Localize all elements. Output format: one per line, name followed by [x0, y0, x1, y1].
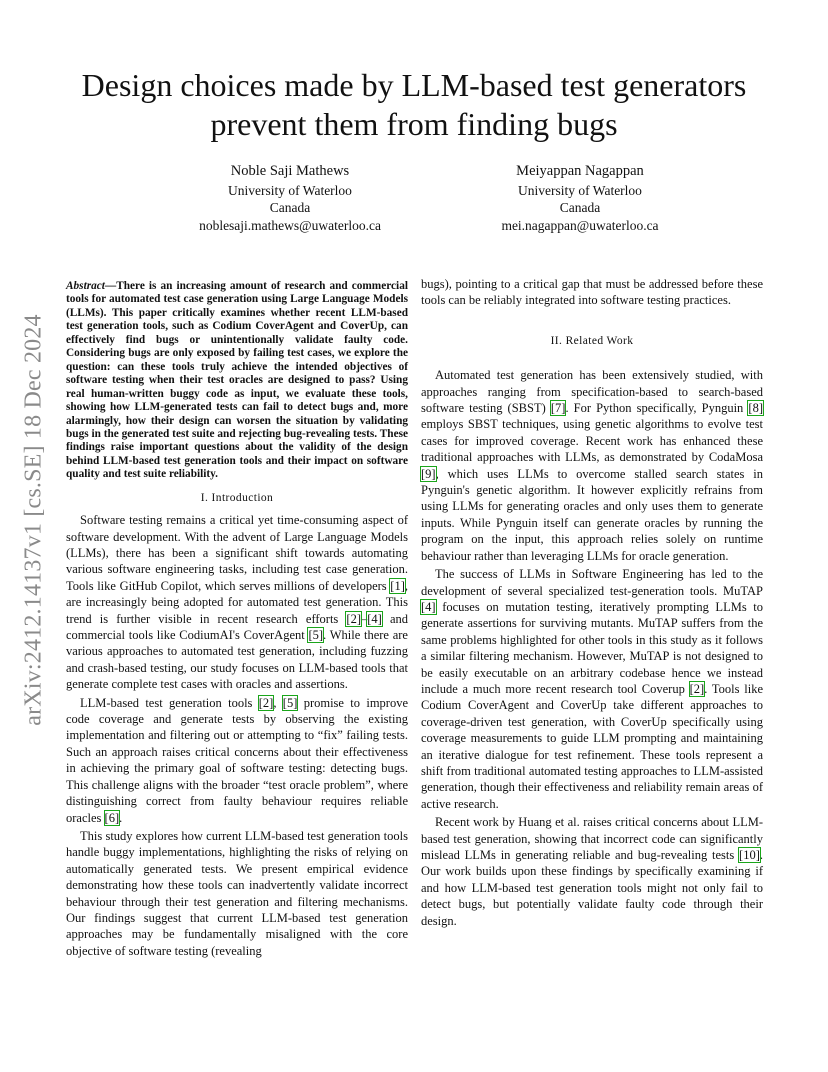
- citation-link[interactable]: [ 6 ]: [105, 811, 120, 825]
- intro-paragraph-2: LLM-based test generation tools [ 2 ] , [ 5 ] promise to improve code coverage and generate tests by observing the existing implementation and filtering out or attempting to “fix” failing tests. Such an approach raises critical concerns about their effectiveness in achieving the primary goal of software testing: detecting bugs. This challenge aligns with the broader “test oracle problem”, where distinguishing correct from faulty behaviour requires reliable oracles [ 6 ] .: [66, 695, 408, 826]
- citation-link[interactable]: [ 5 ]: [308, 628, 323, 642]
- related-paragraph-1: Automated test generation has been extensively studied, with approaches ranging from specification-based to search-based software testing (SBST) [ 7 ] . For Python specifically, Pynguin [ 8 ] employs SBST techniques, using genetic algorithms to evolve test cases for improved coverage. Recent work has enhanced these traditional approaches with LLMs, as demonstrated by CodaMosa [ 9 ] , which uses LLMs to overcome stalled search states in Pynguin's genetic algorithm. It however explicitly refrains from using LLMs for generating oracles and only uses them to generate inputs. While Pynguin itself can generate oracles by running the program on the input, this approach relies solely on runtime behaviour rather than leveraging LLMs for oracle generation.: [421, 367, 763, 564]
- author-country: Canada: [559, 200, 601, 215]
- intro-paragraph-3-continued: bugs), pointing to a critical gap that must be addressed before these tools can be reliably integrated into software testing practices.: [421, 277, 763, 308]
- citation-link[interactable]: [ 4 ]: [421, 600, 436, 614]
- abstract: [66, 280, 408, 482]
- right-column: [421, 276, 763, 929]
- arxiv-identifier-text: arXiv:2412.14137v1 [cs.SE] 18 Dec 2024: [20, 314, 47, 726]
- citation-link[interactable]: [ 8 ]: [748, 401, 763, 415]
- author-affiliation: University of Waterloo: [228, 182, 352, 198]
- citation-link[interactable]: [ 10 ]: [739, 848, 760, 862]
- citation-link[interactable]: [ 2 ]: [346, 612, 361, 626]
- title-line-1: Design choices made by LLM-based test generators: [81, 67, 747, 103]
- citation-link[interactable]: [ 9 ]: [421, 467, 436, 481]
- citation-link[interactable]: [ 5 ]: [283, 696, 298, 710]
- title-line-2: prevent them from finding bugs: [210, 106, 618, 142]
- abstract-label: Abstract: [66, 280, 105, 292]
- author-block-2: [450, 163, 710, 234]
- intro-paragraph-1: Software testing remains a critical yet time-consuming aspect of software development. With the advent of Large Language Models (LLMs), there has been a significant shift towards automating various software engineering tasks, including test case generation. Tools like GitHub Copilot, which serves millions of developers [ 1 ] , are increasingly being adopted for automated test generation. This trend is further visible in recent research efforts [ 2 ] –[ 4 ] and commercial tools like CodiumAI's CoverAgent [ 5 ] . While there are various approaches to automated test generation, including fuzzing and crash-based testing, our study focuses on LLM-based tools that generate complete test cases with oracles and assertions.: [66, 512, 408, 692]
- section-heading-related-work: II. Related Work: [550, 334, 634, 347]
- author-affiliation: University of Waterloo: [518, 182, 642, 198]
- abstract-text: —There is an increasing amount of research and commercial tools for automated test case generation using Large Language Models (LLMs). This paper critically examines whether recent LLM-based test generation tools, such as Codium CoverAgent and CoverUp, can effectively find bugs or unintentionally validate faulty code. Considering bugs are only exposed by failing test cases, we explore the question: can these tools truly achieve the intended objectives of software testing when their test oracles are designed to pass? Using real human-written buggy code as input, we evaluate these tools, showing how LLM-generated tests can fail to detect bugs and, more alarmingly, how their design can worsen the situation by validating bugs in the generated test suite and rejecting bug-revealing tests. These findings raise important questions about the validity of the design behind LLM-based test generation tools and their impact on software quality and test suite reliability.: [66, 280, 408, 481]
- citation-link[interactable]: [ 4 ]: [367, 612, 382, 626]
- citation-link[interactable]: [ 2 ]: [690, 682, 705, 696]
- arxiv-identifier: [14, 290, 54, 750]
- author-country: Canada: [269, 200, 311, 215]
- related-paragraph-2: The success of LLMs in Software Engineering has led to the development of several specialized test-generation tools. MuTAP [ 4 ] focuses on mutation testing, iteratively prompting LLMs to generate assertions for surviving mutants. MuTAP suffers from the same problems highlighted for other tools in this study as it follows a similar filtering mechanism. However, MuTAP is not designed to be easily executable on an arbitrary codebase hence we instead include a much more recent research tool Coverup [ 2 ] . Tools like Codium CoverAgent and CoverUp take different approaches to coverage-driven test generation, with CoverUp specifically using coverage measurements to guide LLM prompting and maintaining an iterative dialogue for test refinement. These tools represent a shift from traditional automated testing approaches to LLM-assisted generation, though their effectiveness and reliability remain areas of active research.: [421, 566, 763, 812]
- author-email: noblesaji.mathews@uwaterloo.ca: [199, 217, 381, 233]
- related-paragraph-3: Recent work by Huang et al. raises critical concerns about LLM-based test generation, showing that incorrect code can significantly mislead LLMs in generating reliable and bug-revealing tests [ 10 ] . Our work builds upon these findings by specifically examining if and how LLM-based test generation tools might not only fail to detect bugs, but potentially validate faulty code through their design.: [421, 814, 763, 929]
- citation-link[interactable]: [ 7 ]: [551, 401, 566, 415]
- paper-title: [0, 66, 828, 144]
- left-column: [66, 280, 408, 959]
- citation-link[interactable]: [ 1 ]: [390, 579, 405, 593]
- author-name: Noble Saji Mathews: [230, 163, 350, 179]
- author-email: mei.nagappan@uwaterloo.ca: [501, 217, 659, 233]
- intro-paragraph-3: This study explores how current LLM-based test generation tools handle buggy implementations, highlighting the risks of relying on automatically generated tests. We present empirical evidence demonstrating how these tools can inadvertently validate incorrect behaviour through their test generation and filtering mechanisms. Our findings suggest that current LLM-based test generation approaches may be fundamentally misaligned with the core objective of software testing (revealing: [66, 828, 408, 958]
- author-name: Meiyappan Nagappan: [516, 163, 644, 179]
- citation-link[interactable]: [ 2 ]: [259, 696, 274, 710]
- section-heading-introduction: I. Introduction: [200, 491, 274, 504]
- author-block-1: [160, 163, 420, 234]
